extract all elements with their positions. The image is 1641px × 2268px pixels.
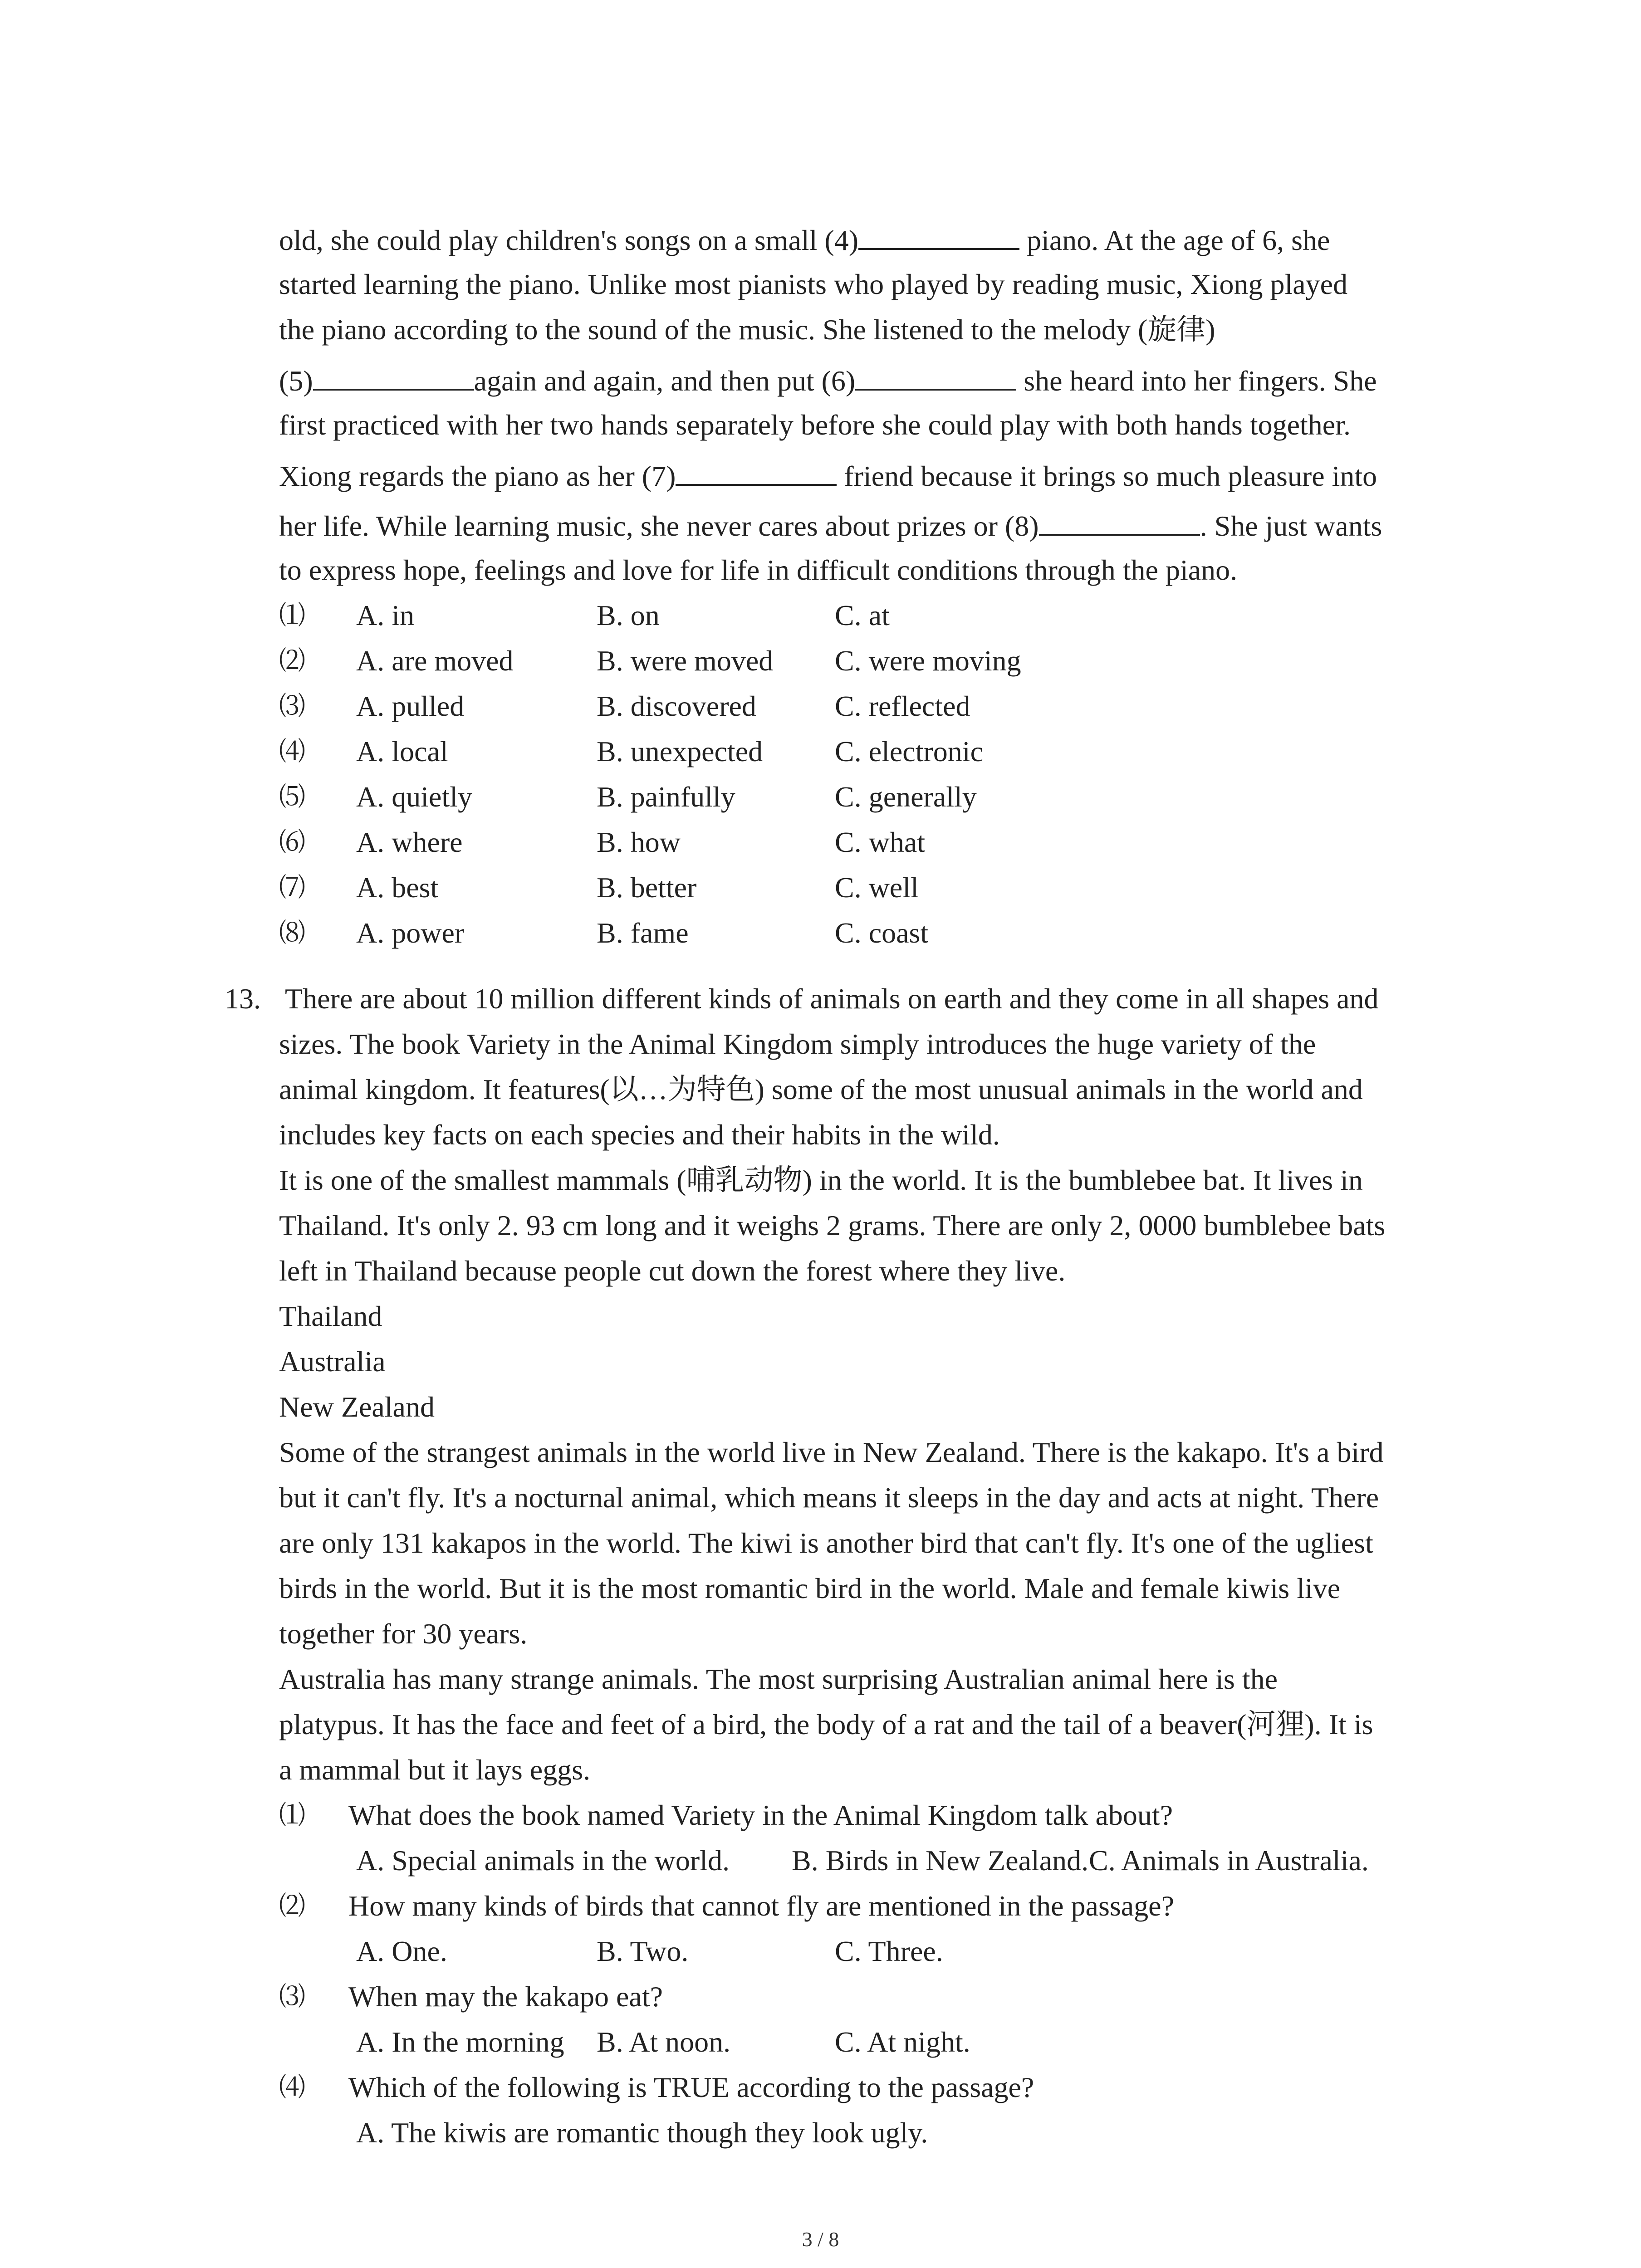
passage-line: a mammal but it lays eggs. bbox=[279, 1754, 591, 1786]
option-number: ⑵ bbox=[279, 646, 306, 675]
option-a: A. best bbox=[356, 871, 439, 904]
question-text: Which of the following is TRUE according to the passage? bbox=[348, 2071, 1034, 2103]
question-text: What does the book named Variety in the Animal Kingdom talk about? bbox=[348, 1799, 1173, 1831]
passage-line: sizes. The book Variety in the Animal Kingdom simply introduces the huge variety of the bbox=[279, 1028, 1316, 1060]
answer-blank bbox=[1039, 510, 1200, 536]
answer-blank bbox=[858, 225, 1019, 250]
answer-blank bbox=[855, 365, 1016, 391]
option-number: ⑻ bbox=[279, 918, 306, 948]
option-b: B. fame bbox=[597, 917, 689, 949]
option-a: A. power bbox=[356, 917, 465, 949]
option-a: A. local bbox=[356, 735, 448, 767]
passage-text: . She just wants bbox=[1200, 510, 1382, 542]
question-number: ⑶ bbox=[279, 1982, 306, 2011]
passage-line bbox=[279, 510, 1382, 541]
passage-line bbox=[279, 365, 1377, 396]
option-b: B. painfully bbox=[597, 781, 735, 813]
passage-line: but it can't fly. It's a nocturnal animal, which means it sleeps in the day and acts at night. There bbox=[279, 1481, 1379, 1514]
answer-blank bbox=[676, 460, 837, 486]
option-a: A. quietly bbox=[356, 781, 472, 813]
option-a: A. One. bbox=[356, 1935, 447, 1967]
passage-line: first practiced with her two hands separately before she could play with both hands together. bbox=[279, 409, 1351, 441]
option-number: ⑴ bbox=[279, 601, 306, 630]
region-heading: Thailand bbox=[279, 1300, 382, 1332]
option-number: ⑶ bbox=[279, 691, 306, 721]
option-b: B. Two. bbox=[597, 1935, 689, 1967]
option-number: ⑷ bbox=[279, 737, 306, 766]
option-b: B. At noon. bbox=[597, 2026, 731, 2058]
passage-line bbox=[279, 460, 1377, 491]
passage-line: left in Thailand because people cut down the forest where they live. bbox=[279, 1255, 1066, 1287]
passage-text: piano. At the age of 6, she bbox=[1019, 224, 1330, 256]
answer-blank bbox=[313, 365, 474, 391]
question-number: 13. bbox=[225, 982, 261, 1015]
passage-line: There are about 10 million different kinds of animals on earth and they come in all shapes and bbox=[285, 982, 1379, 1015]
option-number: ⑸ bbox=[279, 782, 306, 811]
passage-line: are only 131 kakapos in the world. The kiwi is another bird that can't fly. It's one of the ugliest bbox=[279, 1527, 1373, 1559]
option-number: ⑺ bbox=[279, 873, 306, 902]
option-c: C. electronic bbox=[835, 735, 983, 767]
passage-text: she heard into her fingers. She bbox=[1016, 365, 1377, 397]
passage-line: together for 30 years. bbox=[279, 1618, 528, 1650]
question-number: ⑵ bbox=[279, 1891, 306, 1921]
passage-line: to express hope, feelings and love for life in difficult conditions through the piano. bbox=[279, 554, 1238, 586]
option-a: A. where bbox=[356, 826, 463, 858]
option-c: C. generally bbox=[835, 781, 977, 813]
option-c: C. At night. bbox=[835, 2026, 970, 2058]
option-c: C. at bbox=[835, 599, 890, 631]
passage-line: Some of the strangest animals in the world live in New Zealand. There is the kakapo. It's a bird bbox=[279, 1436, 1384, 1468]
option-a: A. pulled bbox=[356, 690, 465, 722]
question-number: ⑴ bbox=[279, 1800, 306, 1830]
passage-line: Thailand. It's only 2. 93 cm long and it weighs 2 grams. There are only 2, 0000 bumblebee bats bbox=[279, 1209, 1386, 1242]
option-b: B. on bbox=[597, 599, 660, 631]
option-c: C. Animals in Australia. bbox=[1089, 1844, 1369, 1877]
passage-line: started learning the piano. Unlike most pianists who played by reading music, Xiong played bbox=[279, 268, 1348, 300]
passage-line: includes key facts on each species and their habits in the wild. bbox=[279, 1119, 1000, 1151]
option-c: C. well bbox=[835, 871, 919, 904]
option-a: A. are moved bbox=[356, 645, 514, 677]
region-heading: New Zealand bbox=[279, 1391, 435, 1423]
passage-line: platypus. It has the face and feet of a bird, the body of a rat and the tail of a beaver(河狸). It is bbox=[279, 1708, 1373, 1740]
passage-text: (5) bbox=[279, 365, 313, 397]
option-a: A. In the morning bbox=[356, 2026, 564, 2058]
passage-text: friend because it brings so much pleasure into bbox=[837, 460, 1377, 492]
option-b: B. unexpected bbox=[597, 735, 763, 767]
option-b: B. how bbox=[597, 826, 681, 858]
passage-line: the piano according to the sound of the music. She listened to the melody (旋律) bbox=[279, 313, 1215, 346]
option-b: B. better bbox=[597, 871, 697, 904]
passage-text: Xiong regards the piano as her (7) bbox=[279, 460, 676, 492]
passage-line: birds in the world. But it is the most romantic bird in the world. Male and female kiwis live bbox=[279, 1572, 1341, 1604]
option-a: A. The kiwis are romantic though they look ugly. bbox=[356, 2116, 928, 2149]
passage-text: old, she could play children's songs on a small (4) bbox=[279, 224, 859, 256]
question-text: When may the kakapo eat? bbox=[348, 1980, 663, 2013]
option-c: C. were moving bbox=[835, 645, 1021, 677]
passage-line: It is one of the smallest mammals (哺乳动物) in the world. It is the bumblebee bat. It lives in bbox=[279, 1164, 1363, 1196]
passage-text: again and again, and then put (6) bbox=[474, 365, 856, 397]
question-number: ⑷ bbox=[279, 2072, 306, 2102]
option-c: C. Three. bbox=[835, 1935, 943, 1967]
option-b: B. were moved bbox=[597, 645, 774, 677]
option-c: C. reflected bbox=[835, 690, 970, 722]
option-a: A. in bbox=[356, 599, 414, 631]
option-c: C. what bbox=[835, 826, 926, 858]
passage-line: Australia has many strange animals. The most surprising Australian animal here is the bbox=[279, 1663, 1278, 1695]
page-number: 3 / 8 bbox=[802, 2228, 839, 2251]
option-number: ⑹ bbox=[279, 827, 306, 857]
option-b: B. discovered bbox=[597, 690, 756, 722]
question-text: How many kinds of birds that cannot fly are mentioned in the passage? bbox=[348, 1890, 1174, 1922]
passage-line: animal kingdom. It features(以…为特色) some of the most unusual animals in the world and bbox=[279, 1073, 1363, 1105]
option-c: C. coast bbox=[835, 917, 929, 949]
passage-line bbox=[279, 225, 1330, 255]
option-b: B. Birds in New Zealand. bbox=[792, 1844, 1089, 1877]
region-heading: Australia bbox=[279, 1345, 386, 1378]
passage-text: her life. While learning music, she never cares about prizes or (8) bbox=[279, 510, 1039, 542]
option-a: A. Special animals in the world. bbox=[356, 1844, 730, 1877]
